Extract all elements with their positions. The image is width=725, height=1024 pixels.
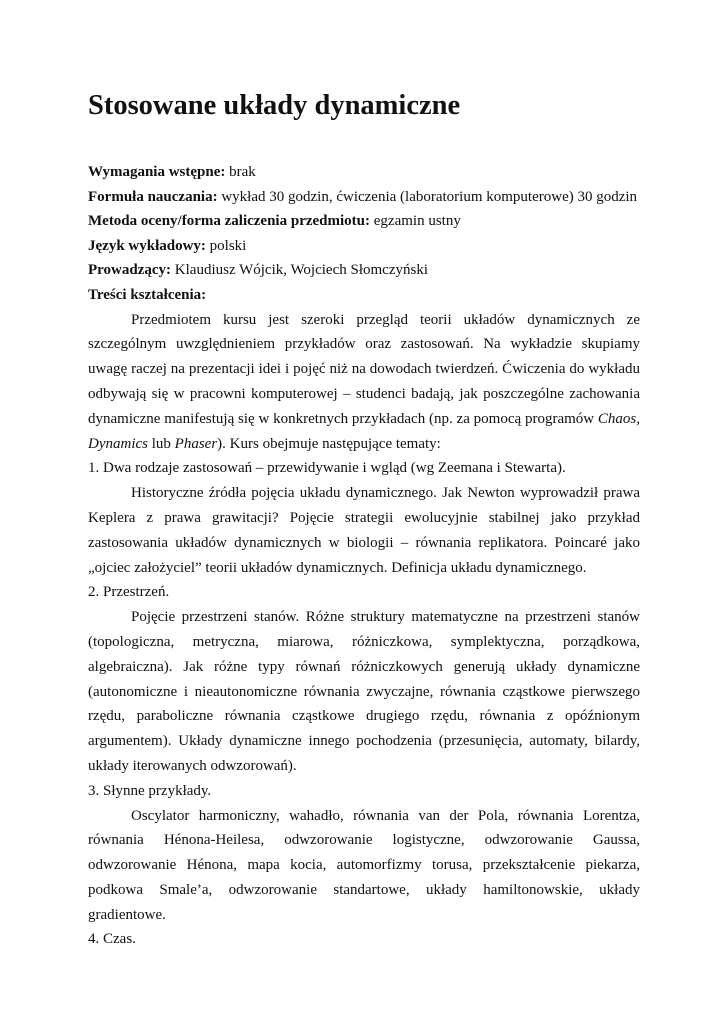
field-lecturers — [88, 258, 640, 283]
field-label: Formuła nauczania: — [88, 188, 218, 205]
field-value: polski — [205, 237, 247, 254]
document-page — [88, 86, 640, 952]
field-prerequisites — [88, 160, 640, 185]
field-assessment-method — [88, 209, 640, 234]
intro-text-3: ). Kurs obejmuje następujące tematy: — [217, 435, 441, 452]
intro-text-1: Przedmiotem kursu jest szeroki przegląd teorii układów dynamicznych ze szczególnym uwzględnieniem przykładów oraz zastosowań. Na wykładzie skupiamy uwagę raczej na prezentacji idei i pojęć niż na dowodach twierdzeń. Ćwiczenia do wykładu odbywają się w pracowni komputerowej – studenci badają, jak poszczególne zachowania dynamiczne manifestują się w konkretnych przykładach (np. za pomocą programów — [88, 311, 640, 427]
program-name-phaser: Phaser — [174, 435, 218, 452]
intro-paragraph — [88, 308, 640, 457]
field-label: Prowadzący: — [88, 262, 172, 279]
field-value: Klaudiusz Wójcik, Wojciech Słomczyński — [171, 262, 428, 279]
topic-heading-1: 1. Dwa rodzaje zastosowań – przewidywanie i wgląd (wg Zeemana i Stewarta). — [88, 460, 566, 477]
field-value: wykład 30 godzin, ćwiczenia (laboratorium komputerowe) 30 godzin — [217, 188, 638, 205]
field-label: Wymagania wstępne: — [88, 164, 226, 180]
topic-heading-4: 4. Czas. — [88, 931, 136, 948]
program-name-chaos-dynamics: Chaos, Dynamics — [88, 410, 640, 452]
field-language — [88, 234, 640, 259]
topic-paragraph-3: Oscylator harmoniczny, wahadło, równania van der Pola, równania Lorentza, równania Hénona-Heilesa, odwzorowanie logistyczne, odwzorowanie Gaussa, odwzorowanie Hénona, mapa kocia, automorfizmy torusa, przekształcenie piekarza, podkowa Smale’a, odwzorowanie standartowe, układy hamiltonowskie, układy gradientowe. — [88, 807, 640, 923]
field-teaching-formula — [88, 185, 640, 210]
field-course-content — [88, 283, 640, 308]
intro-text-2: lub — [148, 435, 175, 452]
topic-paragraph-2: Pojęcie przestrzeni stanów. Różne struktury matematyczne na przestrzeni stanów (topologiczna, metryczna, miarowa, różniczkowa, symplektyczna, porządkowa, algebraiczna). Jak różne typy równań różniczkowych generują układy dynamiczne (autonomiczne i nieautonomiczne równania zwyczajne, równania cząstkowe pierwszego rzędu, paraboliczne równania cząstkowe drugiego rzędu, równania z opóźnionym argumentem). Układy dynamiczne innego pochodzenia (przesunięcia, automaty, bilardy, układy iterowanych odwzorowań). — [88, 609, 640, 774]
topic-heading-3: 3. Słynne przykłady. — [88, 782, 212, 799]
field-value: brak — [225, 164, 256, 180]
topic-heading-2: 2. Przestrzeń. — [88, 584, 170, 601]
field-label: Język wykładowy: — [88, 237, 206, 254]
field-value: egzamin ustny — [370, 213, 461, 230]
document-title: Stosowane układy dynamiczne — [88, 90, 461, 121]
topic-paragraph-1: Historyczne źródła pojęcia układu dynamicznego. Jak Newton wyprowadził prawa Keplera z prawa grawitacji? Pojęcie strategii ewolucyjnie stabilnej jako przykład zastosowania układów dynamicznych w biologii – równania replikatora. Poincaré jako „ojciec założyciel” teorii układów dynamicznych. Definicja układu dynamicznego. — [88, 485, 640, 576]
field-label: Metoda oceny/forma zaliczenia przedmiotu: — [88, 213, 371, 230]
field-label: Treści kształcenia: — [88, 286, 207, 303]
